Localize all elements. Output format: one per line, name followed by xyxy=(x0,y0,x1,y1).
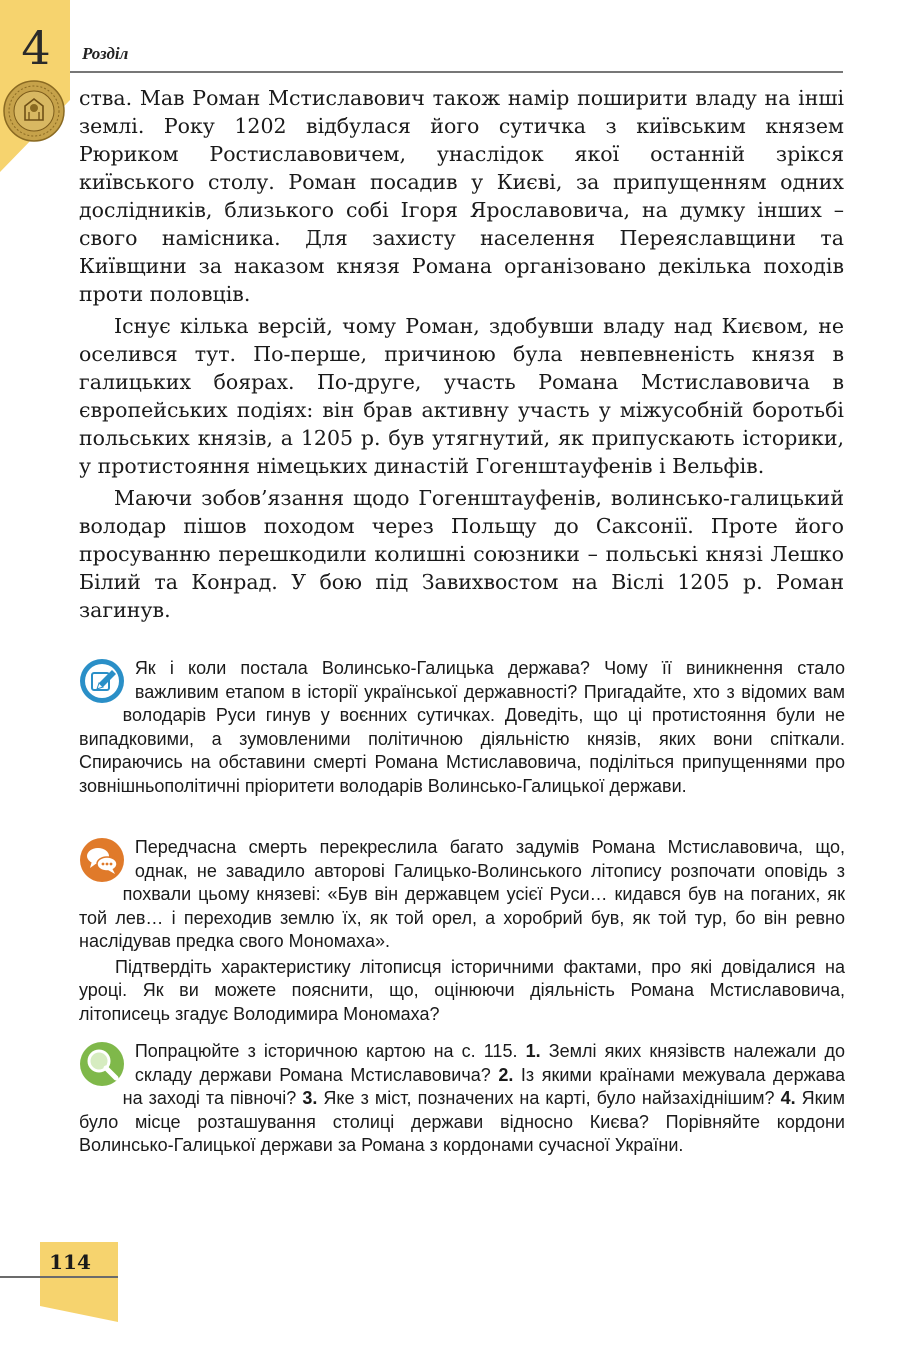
footer-rule xyxy=(0,1276,118,1278)
chapter-number: 4 xyxy=(21,21,51,75)
task-block-map-work xyxy=(79,1040,845,1158)
task-block-discussion xyxy=(79,836,845,1026)
question-2: Із якими країнами межувала держава на заході та півночі? xyxy=(122,1064,845,1108)
task-3-text xyxy=(79,1040,845,1158)
header-rule xyxy=(70,71,843,73)
magnifier-icon xyxy=(79,1041,125,1087)
page-number: 114 xyxy=(49,1250,91,1274)
question-number-4: 4. xyxy=(780,1088,796,1108)
task-2-text: Передчасна смерть перекреслила багато задумів Романа Мстиславовича, що, однак, не завадило авторові Галицько-Волинського літопису розпочати оповідь з похвали цьому князеві: «Був він державцем усієї Руси… кидався був на поганих, як той лев… і переходив землю їх, як той орел, а хоробрий був, як той тур, бо він ревно наслідував предка свого Мономаха». xyxy=(79,837,845,951)
task-1-text: Як і коли постала Волинсько-Галицька держава? Чому її виникнення стало важливим етапом в історії української державності? Пригадайте, хто з відомих вам володарів Руси гинув у воєнних сутичках. Доведіть, що ці протистояння були не випадковими, а зумовленими політичною діяльністю князів, яких вони спіткали. Спираючись на обставини смерті Романа Мстиславовича, поділіться припущеннями про зовнішньополітичні пріоритети володарів Волинсько-Галицької держави. xyxy=(79,658,845,796)
seal-icon xyxy=(3,80,65,142)
task-2-text-continued: Підтвердіть характеристику літописця історичними фактами, про які довідалися на уроці. Як ви можете пояснити, що, оцінюючи діяльність Романа Мстиславовича, літописець згадує Володимира Мономаха? xyxy=(79,956,845,1024)
task-block-reflection xyxy=(79,657,845,798)
question-number-1: 1. xyxy=(525,1041,541,1061)
question-number-2: 2. xyxy=(498,1064,514,1085)
discussion-icon xyxy=(79,837,125,883)
question-3: Яке з міст, позначених на карті, було найзахіднішим? xyxy=(317,1088,781,1108)
question-1: Землі яких князівств належали до складу держави Романа Мстиславовича? xyxy=(134,1041,845,1085)
question-number-3: 3. xyxy=(302,1088,318,1108)
question-4: Яким було місце розташування столиці держави відносно Києва? Порівняйте кордони Волинсько-Галицької держави за Романа з кордонами сучасної України. xyxy=(79,1088,845,1155)
chapter-label: Розділ xyxy=(82,44,129,63)
task-3-intro: Попрацюйте з історичною картою на с. 115. xyxy=(134,1041,526,1061)
paragraph-2: Існує кілька версій, чому Роман, здобувши владу над Києвом, не оселився тут. По-перше, причиною була невпевненість князя в галицьких боярах. По-друге, участь Романа Мстиславовича в європейських подіях: він брав активну участь у міжусобній боротьбі польських князів, а 1205 р. був утягнутий, як припускають історики, у протистояння німецьких династій Гогенштауфенів і Вельфів. xyxy=(79,314,844,478)
pencil-icon xyxy=(79,658,125,704)
paragraph-1: ства. Мав Роман Мстиславович також намір поширити владу на інші землі. Року 1202 відбулася його сутичка з київським князем Рюриком Ростиславовичем, унаслідок якої останній зрікся київського столу. Роман посадив у Києві, за припущенням одних дослідників, близького собі Ігоря Ярославовича, на думку інших – свого намісника. Для захисту населення Переяславщини та Київщини за наказом князя Романа організовано декілька походів проти половців. xyxy=(79,86,844,306)
paragraph-3: Маючи зобов’язання щодо Гогенштауфенів, волинсько-галицький володар пішов походом через Польщу до Саксонії. Проте його просуванню перешкодили колишні союзники – польські князі Лешко Білий та Конрад. У бою під Завихвостом на Віслі 1205 р. Роман загинув. xyxy=(79,486,844,622)
main-text xyxy=(79,84,844,624)
